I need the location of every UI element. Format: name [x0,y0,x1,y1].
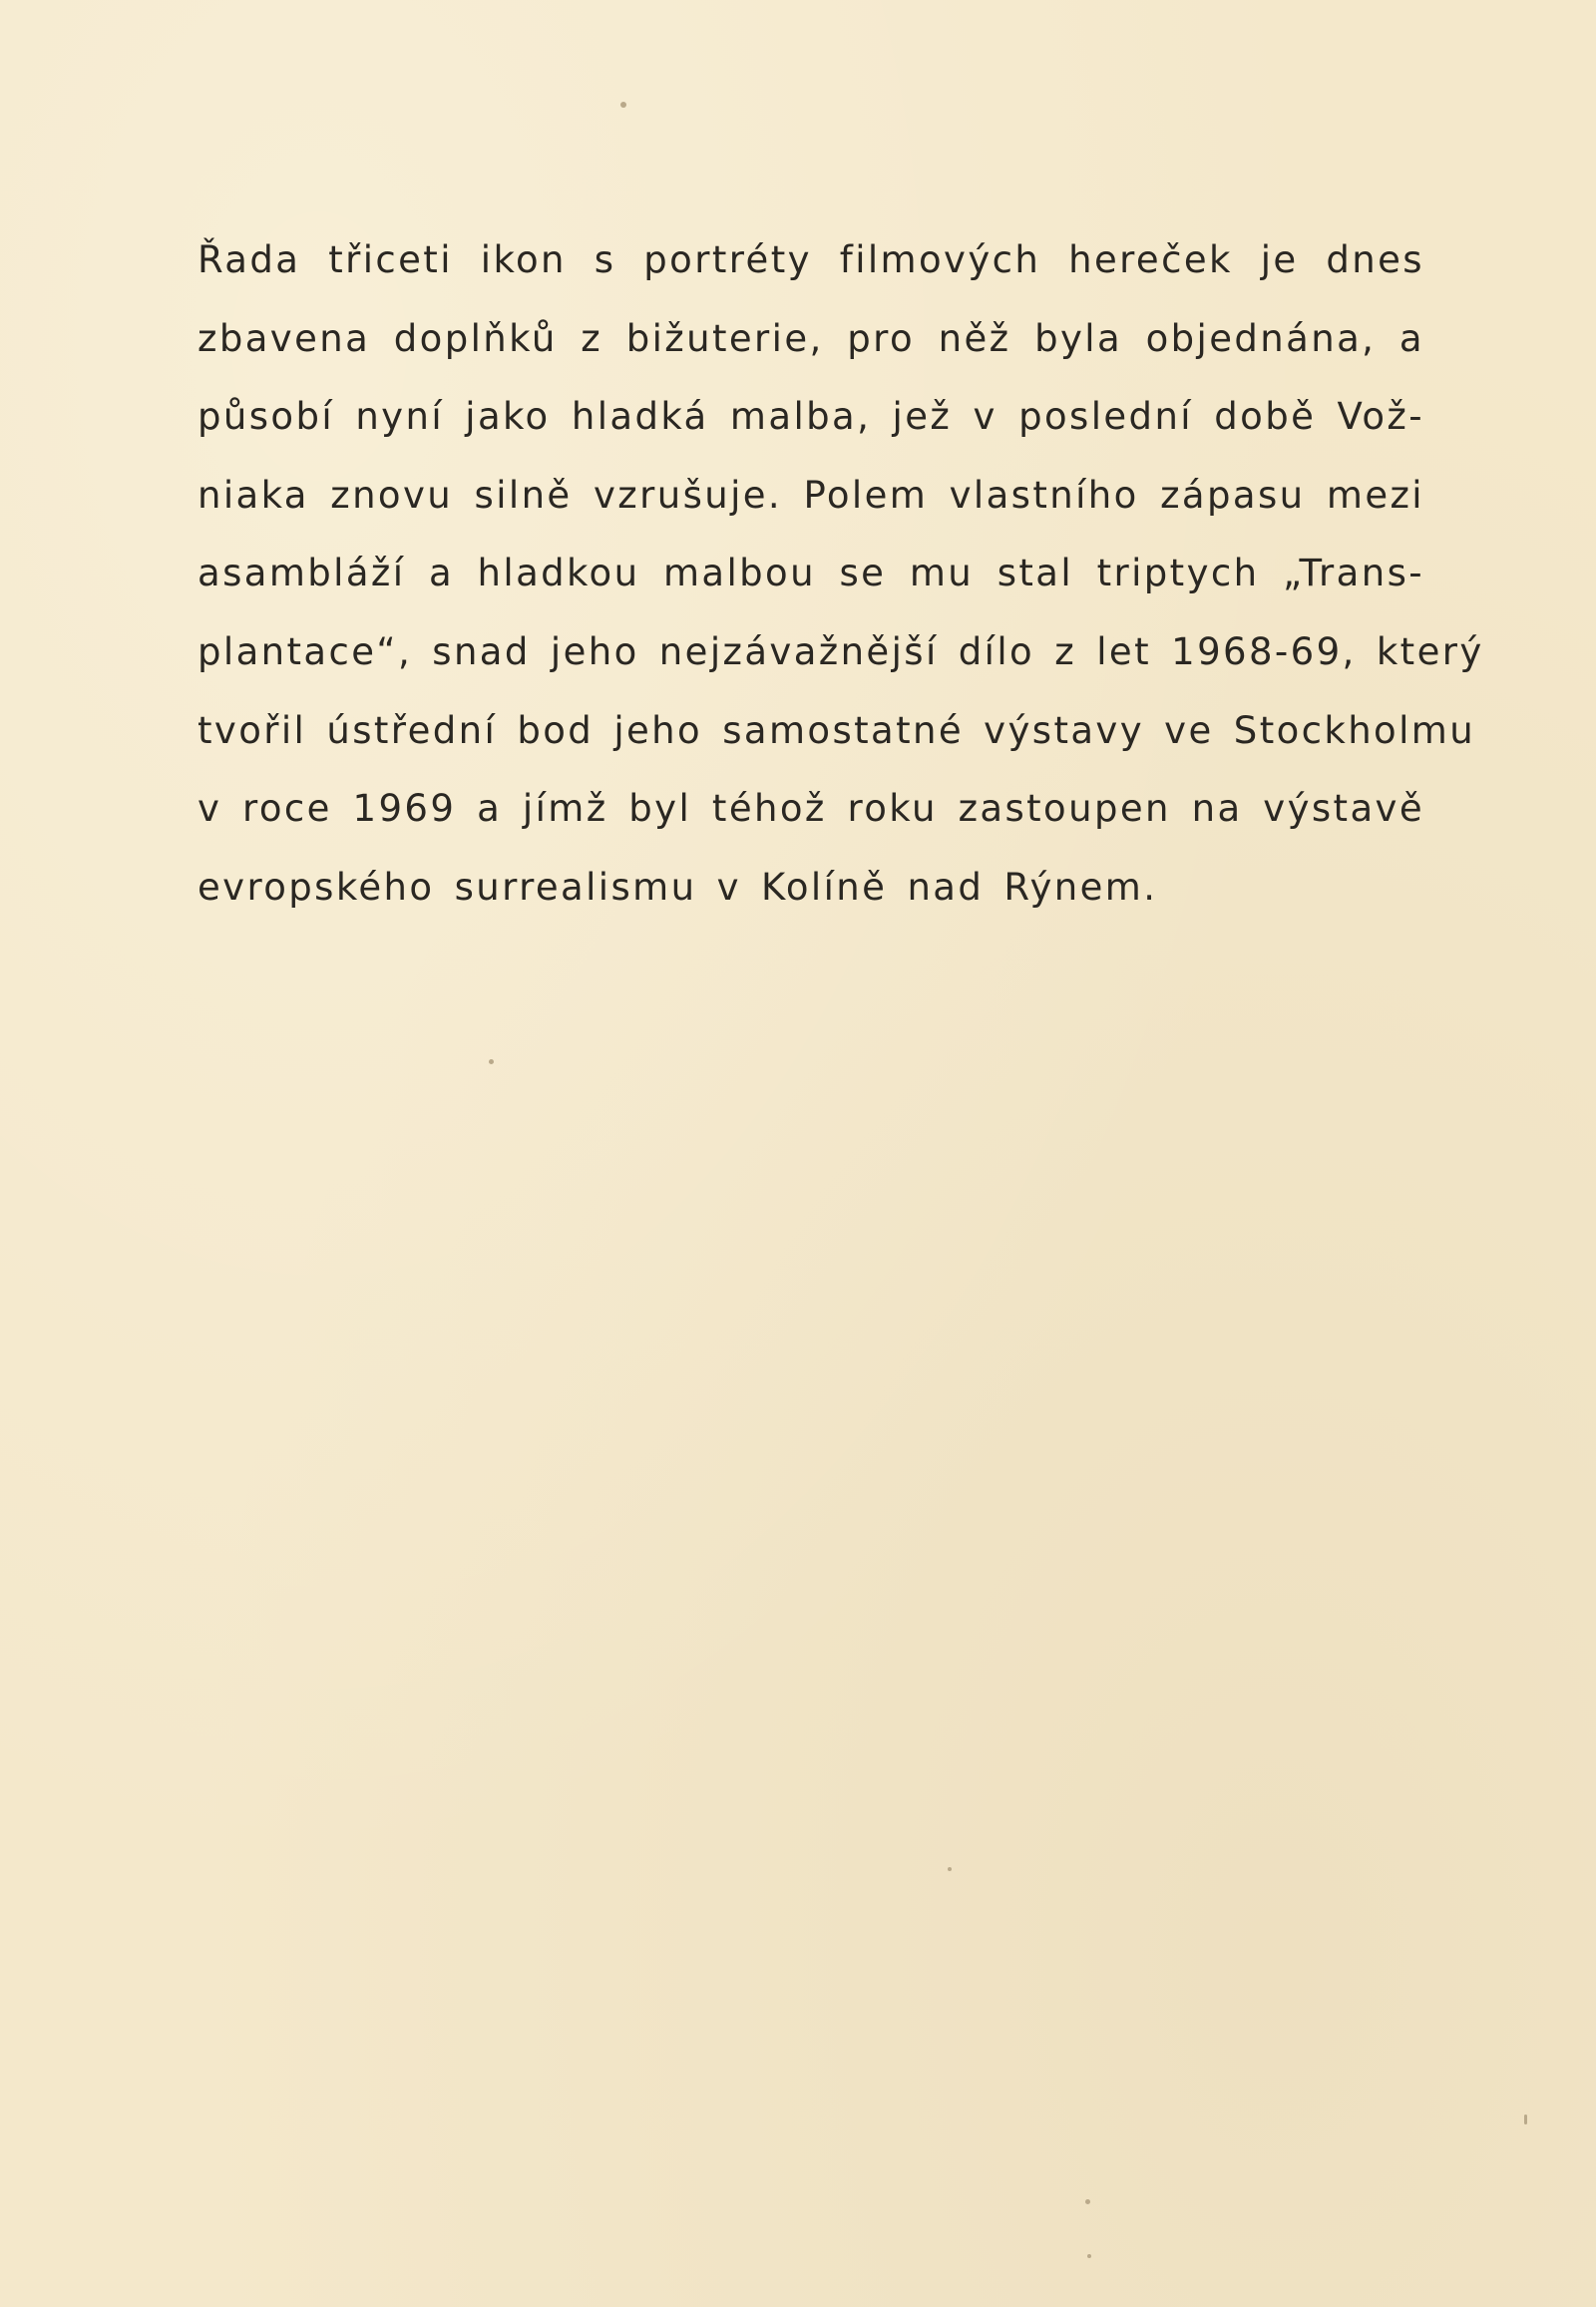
paper-speck [948,1867,952,1871]
paragraph-line-1: Řada třiceti ikon s portréty filmových hereček je dnes [198,238,1424,281]
paper-speck [1087,2254,1091,2258]
paragraph-line-2: zbavena doplňků z bižuterie, pro něž byla objednána, a [198,316,1424,360]
paragraph-line-7: tvořil ústřední bod jeho samostatné výstavy ve Stockholmu [198,708,1476,752]
paragraph-line-5: asambláží a hladkou malbou se mu stal triptych „Trans- [198,552,1424,595]
body-paragraph [198,221,1484,927]
paper-speck [1085,2199,1090,2204]
paragraph-line-9: evropského surrealismu v Kolíně nad Rýnem. [198,865,1158,909]
paragraph-line-3: působí nyní jako hladká malba, jež v poslední době Vož- [198,395,1424,439]
paragraph-line-6: plantace“, snad jeho nejzávažnější dílo z let 1968-69, který [198,629,1484,673]
paper-speck [620,102,626,108]
paragraph-line-8: v roce 1969 a jímž byl téhož roku zastoupen na výstavě [198,787,1424,831]
paragraph-line-4: niaka znovu silně vzrušuje. Polem vlastního zápasu mezi [198,473,1424,517]
paper-speck [489,1059,494,1064]
paper-speck [1524,2115,1527,2124]
